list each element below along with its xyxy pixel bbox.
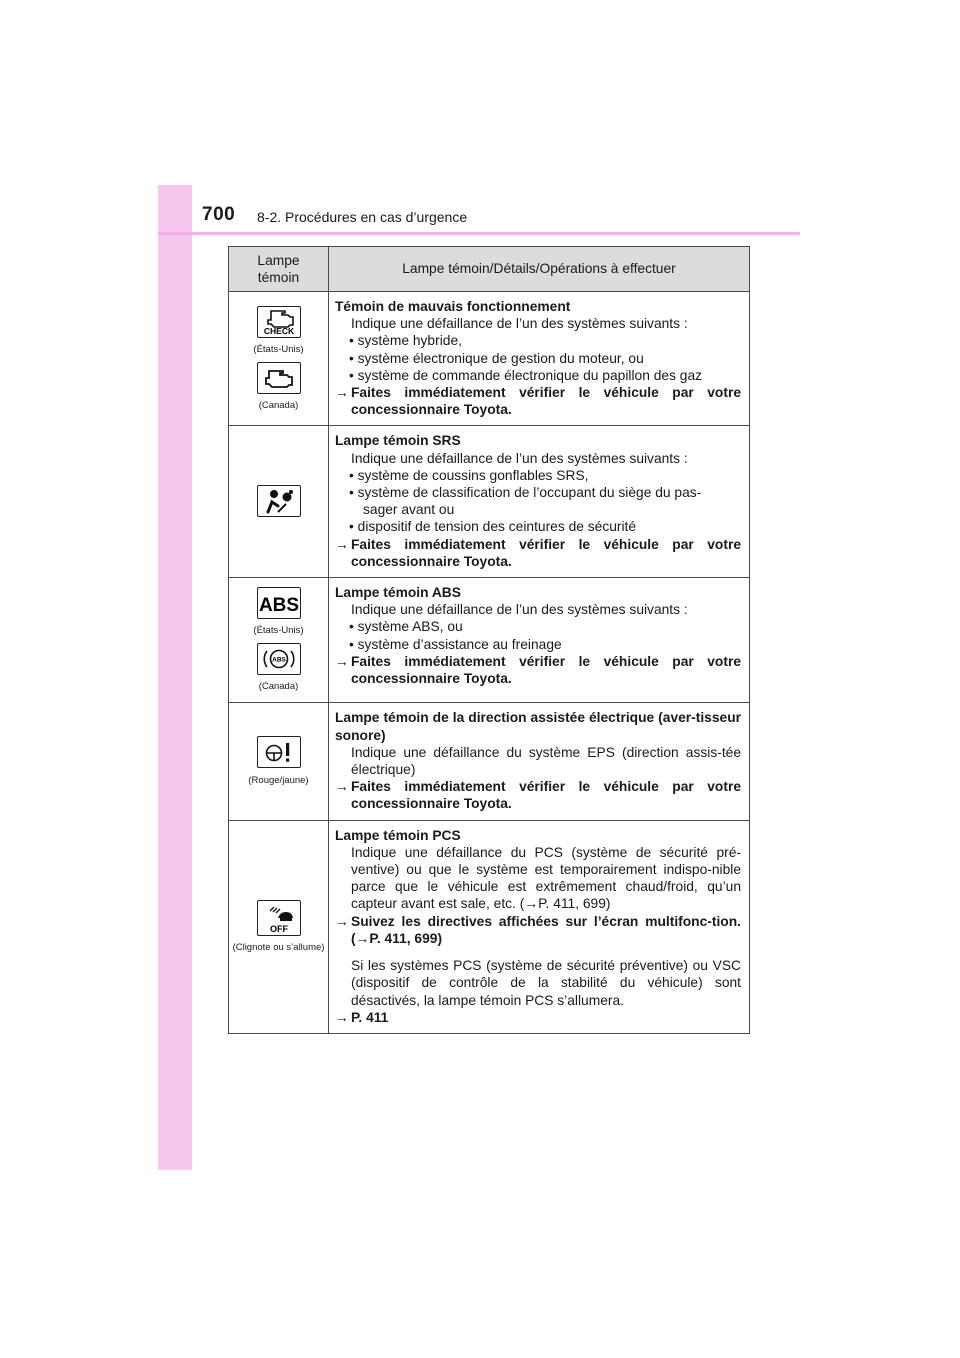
lamp-icon-cell bbox=[229, 703, 329, 820]
lamp-intro: Indique une défaillance de l’un des systèmes suivants : bbox=[351, 450, 688, 466]
abs-circle-icon bbox=[257, 643, 301, 675]
lamp-description bbox=[329, 703, 750, 820]
bullet-item: • système électronique de gestion du moteur, ou bbox=[349, 350, 644, 366]
lamp-icon-cell bbox=[229, 292, 329, 426]
lamp-description bbox=[329, 292, 750, 426]
table-row bbox=[229, 578, 750, 703]
lamp-description bbox=[329, 578, 750, 703]
lamp-title: Lampe témoin ABS bbox=[335, 585, 461, 601]
abs-icon bbox=[257, 587, 301, 619]
icon-caption: (Canada) bbox=[258, 399, 299, 411]
arrow-symbol: → bbox=[335, 1009, 349, 1025]
lamp-title: Lampe témoin de la direction assistée électrique (aver-tisseur sonore) bbox=[335, 710, 741, 743]
lamp-note: Si les systèmes PCS (système de sécurité préventive) ou VSC (dispositif de contrôle de la stabilité du véhicule) sont désactivés, la lampe témoin PCS s’allumera. bbox=[351, 958, 741, 1008]
page-reference: P. 411, 699) bbox=[538, 896, 611, 912]
warning-lamp-table bbox=[228, 246, 750, 1034]
bullet-item: • système de coussins gonflables SRS, bbox=[349, 467, 589, 483]
bullet-item: • système hybride, bbox=[349, 333, 462, 349]
engine-icon bbox=[257, 362, 301, 394]
bullet-item: • système ABS, ou bbox=[349, 619, 463, 635]
lamp-intro: Indique une défaillance du système EPS (direction assis-tée électrique) bbox=[351, 744, 741, 778]
icon-caption: (Rouge/jaune) bbox=[248, 774, 309, 786]
lamp-description bbox=[329, 820, 750, 1033]
arrow-symbol: → bbox=[335, 779, 349, 795]
header-rule bbox=[158, 232, 800, 235]
lamp-intro: Indique une défaillance de l’un des systèmes suivants : bbox=[351, 602, 688, 618]
table-header-row bbox=[229, 247, 750, 292]
table-row bbox=[229, 703, 750, 820]
chapter-sidebar-tab bbox=[158, 185, 192, 1170]
action-text: → Faites immédiatement vérifier le véhicule par votre concessionnaire Toyota. bbox=[335, 653, 741, 687]
eps-steering-icon bbox=[257, 736, 301, 768]
svg-text:ABS: ABS bbox=[258, 595, 299, 617]
bullet-item: • système de commande électronique du papillon des gaz bbox=[349, 367, 703, 383]
arrow-symbol: → bbox=[355, 930, 370, 946]
icon-caption: (Clignote ou s’allume) bbox=[232, 941, 325, 953]
icon-caption: (États-Unis) bbox=[253, 343, 304, 355]
table-row bbox=[229, 820, 750, 1033]
bullet-item: • système d’assistance au freinage bbox=[349, 636, 562, 652]
srs-airbag-icon bbox=[257, 485, 301, 517]
description-column-header: Lampe témoin/Détails/Opérations à effectuer bbox=[329, 247, 750, 292]
bullet-item: • système de classification de l’occupant du siège du pas- bbox=[349, 485, 702, 501]
page-reference: → P. 411 bbox=[335, 1009, 389, 1025]
lamp-icon-cell bbox=[229, 426, 329, 578]
icon-column-header: Lampe témoin bbox=[229, 247, 329, 292]
lamp-icon-cell bbox=[229, 578, 329, 703]
lamp-intro: Indique une défaillance du PCS (système de sécurité pré-ventive) ou que le système est temporairement indispo-nible parce que le véhicule est extrêmement chaud/froid, qu’un capteur avant est sale, etc. (→P. 411, 699) bbox=[351, 844, 741, 912]
icon-caption: (Canada) bbox=[258, 681, 299, 693]
pcs-off-icon bbox=[257, 900, 301, 936]
lamp-description bbox=[329, 426, 750, 578]
svg-text:OFF: OFF bbox=[269, 923, 288, 934]
table-row bbox=[229, 426, 750, 578]
lamp-title: Lampe témoin PCS bbox=[335, 827, 461, 843]
svg-text:ABS: ABS bbox=[271, 656, 286, 664]
action-text: → Faites immédiatement vérifier le véhicule par votre concessionnaire Toyota. bbox=[335, 779, 741, 812]
svg-text:CHECK: CHECK bbox=[263, 325, 294, 336]
arrow-symbol: → bbox=[335, 653, 349, 669]
table-row bbox=[229, 292, 750, 426]
action-text: → Suivez les directives affichées sur l’écran multifonc-tion. (→P. 411, 699) bbox=[335, 913, 741, 946]
action-text: → Faites immédiatement vérifier le véhicule par votre concessionnaire Toyota. bbox=[335, 536, 741, 569]
arrow-symbol: → bbox=[335, 536, 349, 552]
page-number: 700 bbox=[202, 204, 236, 225]
icon-caption: (États-Unis) bbox=[253, 625, 304, 637]
lamp-intro: Indique une défaillance de l’un des systèmes suivants : bbox=[351, 316, 688, 332]
lamp-icon-cell bbox=[229, 820, 329, 1033]
page-reference: P. 411, 699) bbox=[369, 930, 443, 946]
arrow-symbol: → bbox=[335, 913, 349, 929]
lamp-title: Témoin de mauvais fonctionnement bbox=[335, 299, 571, 314]
arrow-symbol: → bbox=[524, 896, 539, 912]
bullet-item: • dispositif de tension des ceintures de sécurité bbox=[349, 519, 637, 535]
action-text: → Faites immédiatement vérifier le véhicule par votre concessionnaire Toyota. bbox=[335, 385, 741, 418]
lamp-title: Lampe témoin SRS bbox=[335, 433, 461, 449]
check-engine-icon bbox=[257, 306, 301, 338]
section-title: 8-2. Procédures en cas d’urgence bbox=[257, 209, 468, 225]
bullet-item: sager avant ou bbox=[363, 502, 455, 518]
arrow-symbol: → bbox=[335, 385, 349, 401]
